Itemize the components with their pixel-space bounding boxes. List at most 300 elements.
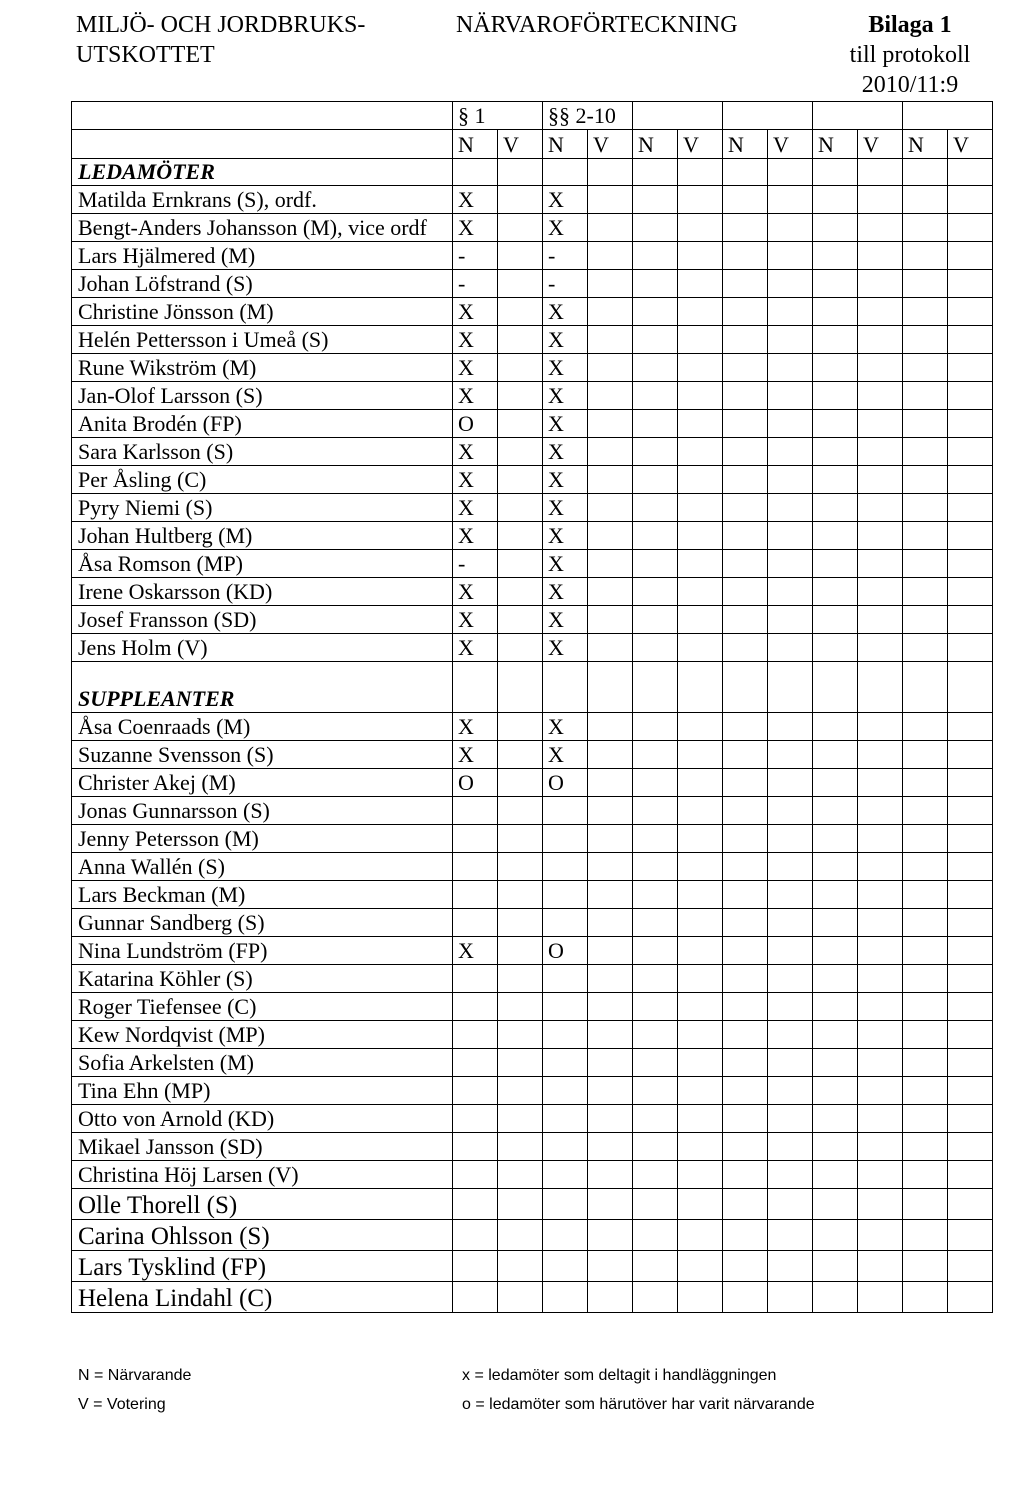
attendance-mark <box>903 1282 948 1313</box>
attendance-mark: X <box>453 438 498 466</box>
member-name: Roger Tiefensee (C) <box>72 993 453 1021</box>
attendance-mark <box>633 1251 678 1282</box>
member-row <box>72 965 993 993</box>
legend-n: N = Närvarande <box>78 1367 192 1384</box>
attendance-table <box>71 101 993 1313</box>
attendance-mark <box>498 1021 543 1049</box>
attendance-mark <box>903 606 948 634</box>
committee-name-line2: UTSKOTTET <box>76 42 215 68</box>
attendance-mark <box>768 606 813 634</box>
attendance-mark <box>588 354 633 382</box>
attendance-mark <box>633 1021 678 1049</box>
attendance-mark <box>678 1220 723 1251</box>
attendance-mark <box>543 993 588 1021</box>
attendance-mark <box>813 298 858 326</box>
attendance-mark <box>723 1049 768 1077</box>
attendance-mark <box>948 214 993 242</box>
member-name: Lars Tysklind (FP) <box>72 1251 453 1282</box>
attendance-mark <box>498 242 543 270</box>
attendance-mark <box>723 741 768 769</box>
member-name: Jonas Gunnarsson (S) <box>72 797 453 825</box>
attendance-mark <box>903 881 948 909</box>
attendance-mark <box>858 466 903 494</box>
attendance-mark <box>633 909 678 937</box>
attendance-mark <box>498 1189 543 1220</box>
member-name: Lars Beckman (M) <box>72 881 453 909</box>
attendance-mark <box>588 937 633 965</box>
member-row <box>72 1220 993 1251</box>
member-name: Johan Hultberg (M) <box>72 522 453 550</box>
attendance-mark <box>498 797 543 825</box>
attendance-mark <box>723 270 768 298</box>
attendance-mark <box>678 797 723 825</box>
attendance-mark <box>723 797 768 825</box>
attendance-mark <box>768 578 813 606</box>
attendance-mark <box>948 298 993 326</box>
attendance-mark <box>858 1282 903 1313</box>
member-name: Bengt-Anders Johansson (M), vice ordf <box>72 214 453 242</box>
member-row <box>72 578 993 606</box>
attendance-mark <box>768 522 813 550</box>
attendance-mark <box>588 1161 633 1189</box>
attendance-mark <box>903 769 948 797</box>
empty-cell <box>723 159 768 186</box>
attendance-mark <box>858 242 903 270</box>
subcol-header-6: N <box>723 130 768 159</box>
attendance-mark <box>858 634 903 662</box>
attendance-mark <box>768 965 813 993</box>
header-row-groups <box>72 102 993 130</box>
member-row <box>72 1251 993 1282</box>
attendance-mark <box>768 1133 813 1161</box>
attendance-mark <box>858 522 903 550</box>
attendance-mark <box>948 410 993 438</box>
attendance-mark <box>678 438 723 466</box>
attendance-mark <box>858 186 903 214</box>
attendance-mark <box>903 634 948 662</box>
attendance-mark <box>633 965 678 993</box>
attendance-mark <box>813 1049 858 1077</box>
document-title: NÄRVAROFÖRTECKNING <box>456 12 738 38</box>
empty-cell <box>948 159 993 186</box>
attendance-mark: X <box>543 298 588 326</box>
subcol-header-0: N <box>453 130 498 159</box>
attendance-mark <box>903 713 948 741</box>
attendance-mark <box>768 993 813 1021</box>
attendance-mark <box>903 853 948 881</box>
attendance-mark <box>768 713 813 741</box>
attendance-mark <box>633 1220 678 1251</box>
attendance-mark <box>858 494 903 522</box>
attendance-mark <box>723 1189 768 1220</box>
attendance-mark <box>858 438 903 466</box>
attendance-mark <box>948 1282 993 1313</box>
attendance-mark: X <box>543 354 588 382</box>
attendance-mark <box>678 1282 723 1313</box>
member-row <box>72 769 993 797</box>
attendance-mark: X <box>543 186 588 214</box>
attendance-mark: O <box>543 769 588 797</box>
attendance-mark <box>723 326 768 354</box>
attendance-mark <box>633 797 678 825</box>
attendance-mark <box>588 410 633 438</box>
group-header-1: §§ 2-10 <box>543 102 633 130</box>
attendance-mark <box>903 1161 948 1189</box>
attendance-mark <box>633 242 678 270</box>
attendance-mark: O <box>543 937 588 965</box>
attendance-mark <box>678 993 723 1021</box>
attendance-mark <box>948 522 993 550</box>
attendance-mark <box>723 1105 768 1133</box>
attendance-mark <box>678 965 723 993</box>
attendance-mark <box>588 741 633 769</box>
member-row <box>72 1077 993 1105</box>
attendance-mark <box>813 1189 858 1220</box>
attendance-mark <box>813 1161 858 1189</box>
member-name: Åsa Romson (MP) <box>72 550 453 578</box>
attendance-mark <box>813 438 858 466</box>
attendance-mark <box>498 1220 543 1251</box>
empty-cell <box>588 159 633 186</box>
attendance-mark <box>498 909 543 937</box>
attendance-mark <box>768 382 813 410</box>
attendance-mark <box>723 1251 768 1282</box>
member-name: Christina Höj Larsen (V) <box>72 1161 453 1189</box>
attendance-mark <box>858 410 903 438</box>
attendance-mark <box>498 634 543 662</box>
attendance-mark <box>903 825 948 853</box>
attendance-mark <box>588 242 633 270</box>
member-row <box>72 1189 993 1220</box>
member-name: Irene Oskarsson (KD) <box>72 578 453 606</box>
member-name: Mikael Jansson (SD) <box>72 1133 453 1161</box>
attendance-mark <box>453 1220 498 1251</box>
attendance-mark <box>588 713 633 741</box>
attendance-mark <box>633 634 678 662</box>
attendance-mark <box>948 634 993 662</box>
attendance-mark <box>723 410 768 438</box>
attendance-mark <box>588 1133 633 1161</box>
attendance-mark <box>813 881 858 909</box>
attendance-mark <box>633 769 678 797</box>
attendance-mark <box>903 354 948 382</box>
member-row <box>72 326 993 354</box>
attendance-mark <box>588 825 633 853</box>
attendance-mark <box>498 713 543 741</box>
attendance-mark <box>768 1189 813 1220</box>
attendance-mark: - <box>453 242 498 270</box>
attendance-mark <box>723 522 768 550</box>
member-row <box>72 410 993 438</box>
attendance-mark <box>453 825 498 853</box>
attendance-mark <box>768 438 813 466</box>
subcol-header-7: V <box>768 130 813 159</box>
attendance-mark: X <box>453 298 498 326</box>
member-name: Suzanne Svensson (S) <box>72 741 453 769</box>
attendance-mark <box>498 354 543 382</box>
subcol-header-10: N <box>903 130 948 159</box>
attendance-mark <box>633 1161 678 1189</box>
attendance-mark <box>498 881 543 909</box>
attendance-mark <box>498 853 543 881</box>
attendance-mark <box>723 634 768 662</box>
attendance-mark <box>903 1105 948 1133</box>
member-name: Christer Akej (M) <box>72 769 453 797</box>
attendance-mark <box>903 909 948 937</box>
attendance-mark <box>813 466 858 494</box>
group-header-3 <box>723 102 813 130</box>
attendance-mark <box>768 937 813 965</box>
attendance-mark <box>948 769 993 797</box>
protocol-number: 2010/11:9 <box>861 72 959 98</box>
attendance-mark <box>948 438 993 466</box>
attendance-mark <box>723 1161 768 1189</box>
attendance-mark <box>768 494 813 522</box>
attendance-mark <box>948 825 993 853</box>
attendance-mark <box>633 326 678 354</box>
attendance-mark <box>858 578 903 606</box>
attendance-mark <box>858 741 903 769</box>
attendance-mark: - <box>453 270 498 298</box>
attendance-mark <box>948 1161 993 1189</box>
legend-o: o = ledamöter som härutöver har varit närvarande <box>462 1396 815 1413</box>
attendance-mark <box>813 494 858 522</box>
attendance-mark <box>588 1220 633 1251</box>
attendance-mark <box>543 1133 588 1161</box>
member-name: Rune Wikström (M) <box>72 354 453 382</box>
attendance-mark <box>813 741 858 769</box>
empty-cell <box>678 159 723 186</box>
attendance-mark <box>453 1021 498 1049</box>
attendance-mark <box>948 270 993 298</box>
empty-cell <box>498 159 543 186</box>
member-row <box>72 1133 993 1161</box>
member-row <box>72 550 993 578</box>
member-row <box>72 186 993 214</box>
attendance-mark <box>723 214 768 242</box>
attendance-mark: X <box>543 466 588 494</box>
attendance-mark <box>498 438 543 466</box>
section-ledamoter-row <box>72 159 993 186</box>
attendance-mark <box>678 186 723 214</box>
attendance-mark <box>903 1189 948 1220</box>
member-row <box>72 1049 993 1077</box>
attendance-mark: X <box>453 214 498 242</box>
attendance-mark <box>498 606 543 634</box>
attendance-mark <box>813 909 858 937</box>
attendance-mark <box>588 1021 633 1049</box>
attendance-mark: - <box>543 242 588 270</box>
attendance-mark <box>678 1021 723 1049</box>
attendance-mark <box>588 522 633 550</box>
attendance-mark <box>453 965 498 993</box>
attendance-mark <box>498 186 543 214</box>
attendance-mark <box>723 298 768 326</box>
empty-cell <box>903 159 948 186</box>
appendix-number: Bilaga 1 <box>868 12 952 38</box>
attendance-mark <box>723 494 768 522</box>
empty-cell <box>858 662 903 713</box>
attendance-mark <box>858 769 903 797</box>
header-blank-cell <box>72 102 453 130</box>
attendance-mark <box>678 1251 723 1282</box>
attendance-mark <box>813 965 858 993</box>
attendance-mark <box>813 578 858 606</box>
attendance-mark <box>813 797 858 825</box>
attendance-mark <box>678 242 723 270</box>
attendance-mark <box>768 1077 813 1105</box>
attendance-mark <box>903 298 948 326</box>
attendance-mark <box>678 825 723 853</box>
member-name: Anna Wallén (S) <box>72 853 453 881</box>
attendance-mark: X <box>543 326 588 354</box>
attendance-mark <box>543 1282 588 1313</box>
subcol-header-5: V <box>678 130 723 159</box>
group-header-0: § 1 <box>453 102 543 130</box>
attendance-mark <box>543 853 588 881</box>
attendance-mark: X <box>543 410 588 438</box>
appendix-label <box>840 10 980 100</box>
attendance-mark <box>768 1161 813 1189</box>
member-name: Lars Hjälmered (M) <box>72 242 453 270</box>
attendance-mark: X <box>453 494 498 522</box>
attendance-mark <box>903 214 948 242</box>
attendance-mark <box>588 270 633 298</box>
attendance-mark <box>813 1251 858 1282</box>
attendance-mark <box>858 214 903 242</box>
attendance-mark <box>858 550 903 578</box>
empty-cell <box>543 662 588 713</box>
attendance-mark <box>903 522 948 550</box>
attendance-mark <box>588 993 633 1021</box>
attendance-mark <box>903 1049 948 1077</box>
attendance-mark <box>858 382 903 410</box>
attendance-mark <box>588 1282 633 1313</box>
attendance-mark <box>633 881 678 909</box>
attendance-mark <box>453 1189 498 1220</box>
subcol-header-9: V <box>858 130 903 159</box>
attendance-mark <box>768 1049 813 1077</box>
attendance-mark <box>858 993 903 1021</box>
attendance-mark <box>858 270 903 298</box>
attendance-mark <box>858 354 903 382</box>
member-row <box>72 214 993 242</box>
attendance-mark <box>723 937 768 965</box>
attendance-mark <box>723 1220 768 1251</box>
attendance-mark <box>723 993 768 1021</box>
attendance-mark <box>543 909 588 937</box>
member-name: Per Åsling (C) <box>72 466 453 494</box>
attendance-mark <box>453 1105 498 1133</box>
attendance-mark <box>543 965 588 993</box>
attendance-mark <box>588 797 633 825</box>
member-name: Carina Ohlsson (S) <box>72 1220 453 1251</box>
attendance-mark <box>498 1161 543 1189</box>
attendance-mark <box>453 909 498 937</box>
attendance-mark <box>588 1251 633 1282</box>
attendance-mark <box>858 298 903 326</box>
attendance-mark: X <box>453 466 498 494</box>
member-name: Helén Pettersson i Umeå (S) <box>72 326 453 354</box>
attendance-mark <box>858 1021 903 1049</box>
attendance-mark <box>498 825 543 853</box>
member-row <box>72 382 993 410</box>
attendance-mark <box>813 186 858 214</box>
subcol-header-3: V <box>588 130 633 159</box>
attendance-mark <box>768 186 813 214</box>
attendance-mark <box>813 410 858 438</box>
attendance-mark <box>453 1282 498 1313</box>
member-row <box>72 242 993 270</box>
attendance-mark <box>813 242 858 270</box>
attendance-mark <box>498 298 543 326</box>
attendance-mark <box>903 410 948 438</box>
group-header-4 <box>813 102 903 130</box>
attendance-mark <box>723 550 768 578</box>
attendance-mark <box>768 853 813 881</box>
attendance-mark <box>498 550 543 578</box>
attendance-mark <box>858 937 903 965</box>
attendance-mark <box>723 1282 768 1313</box>
member-row <box>72 606 993 634</box>
attendance-mark <box>588 965 633 993</box>
attendance-mark <box>903 578 948 606</box>
attendance-mark <box>858 1077 903 1105</box>
attendance-mark <box>768 410 813 438</box>
attendance-mark: O <box>453 769 498 797</box>
attendance-mark <box>903 741 948 769</box>
attendance-mark <box>453 853 498 881</box>
attendance-mark <box>588 1049 633 1077</box>
attendance-mark <box>588 1105 633 1133</box>
attendance-mark <box>588 606 633 634</box>
attendance-mark <box>813 1021 858 1049</box>
attendance-mark <box>588 881 633 909</box>
member-name: Otto von Arnold (KD) <box>72 1105 453 1133</box>
attendance-mark <box>813 550 858 578</box>
attendance-mark <box>948 578 993 606</box>
attendance-mark <box>768 1251 813 1282</box>
attendance-mark <box>903 438 948 466</box>
attendance-mark <box>453 797 498 825</box>
attendance-mark <box>813 937 858 965</box>
attendance-mark <box>768 298 813 326</box>
attendance-mark <box>948 466 993 494</box>
attendance-mark: - <box>543 270 588 298</box>
attendance-mark <box>678 769 723 797</box>
attendance-mark <box>903 797 948 825</box>
attendance-mark <box>858 853 903 881</box>
empty-cell <box>453 159 498 186</box>
attendance-mark <box>948 1105 993 1133</box>
attendance-mark <box>948 1251 993 1282</box>
attendance-mark <box>633 354 678 382</box>
attendance-mark <box>948 326 993 354</box>
attendance-mark <box>768 466 813 494</box>
attendance-mark <box>633 713 678 741</box>
attendance-mark: X <box>543 494 588 522</box>
attendance-mark <box>678 1133 723 1161</box>
attendance-mark <box>543 1220 588 1251</box>
attendance-mark <box>678 937 723 965</box>
attendance-mark <box>813 825 858 853</box>
attendance-mark <box>858 797 903 825</box>
attendance-mark <box>948 382 993 410</box>
attendance-mark <box>588 494 633 522</box>
attendance-mark <box>678 214 723 242</box>
attendance-mark <box>768 909 813 937</box>
attendance-mark <box>813 354 858 382</box>
